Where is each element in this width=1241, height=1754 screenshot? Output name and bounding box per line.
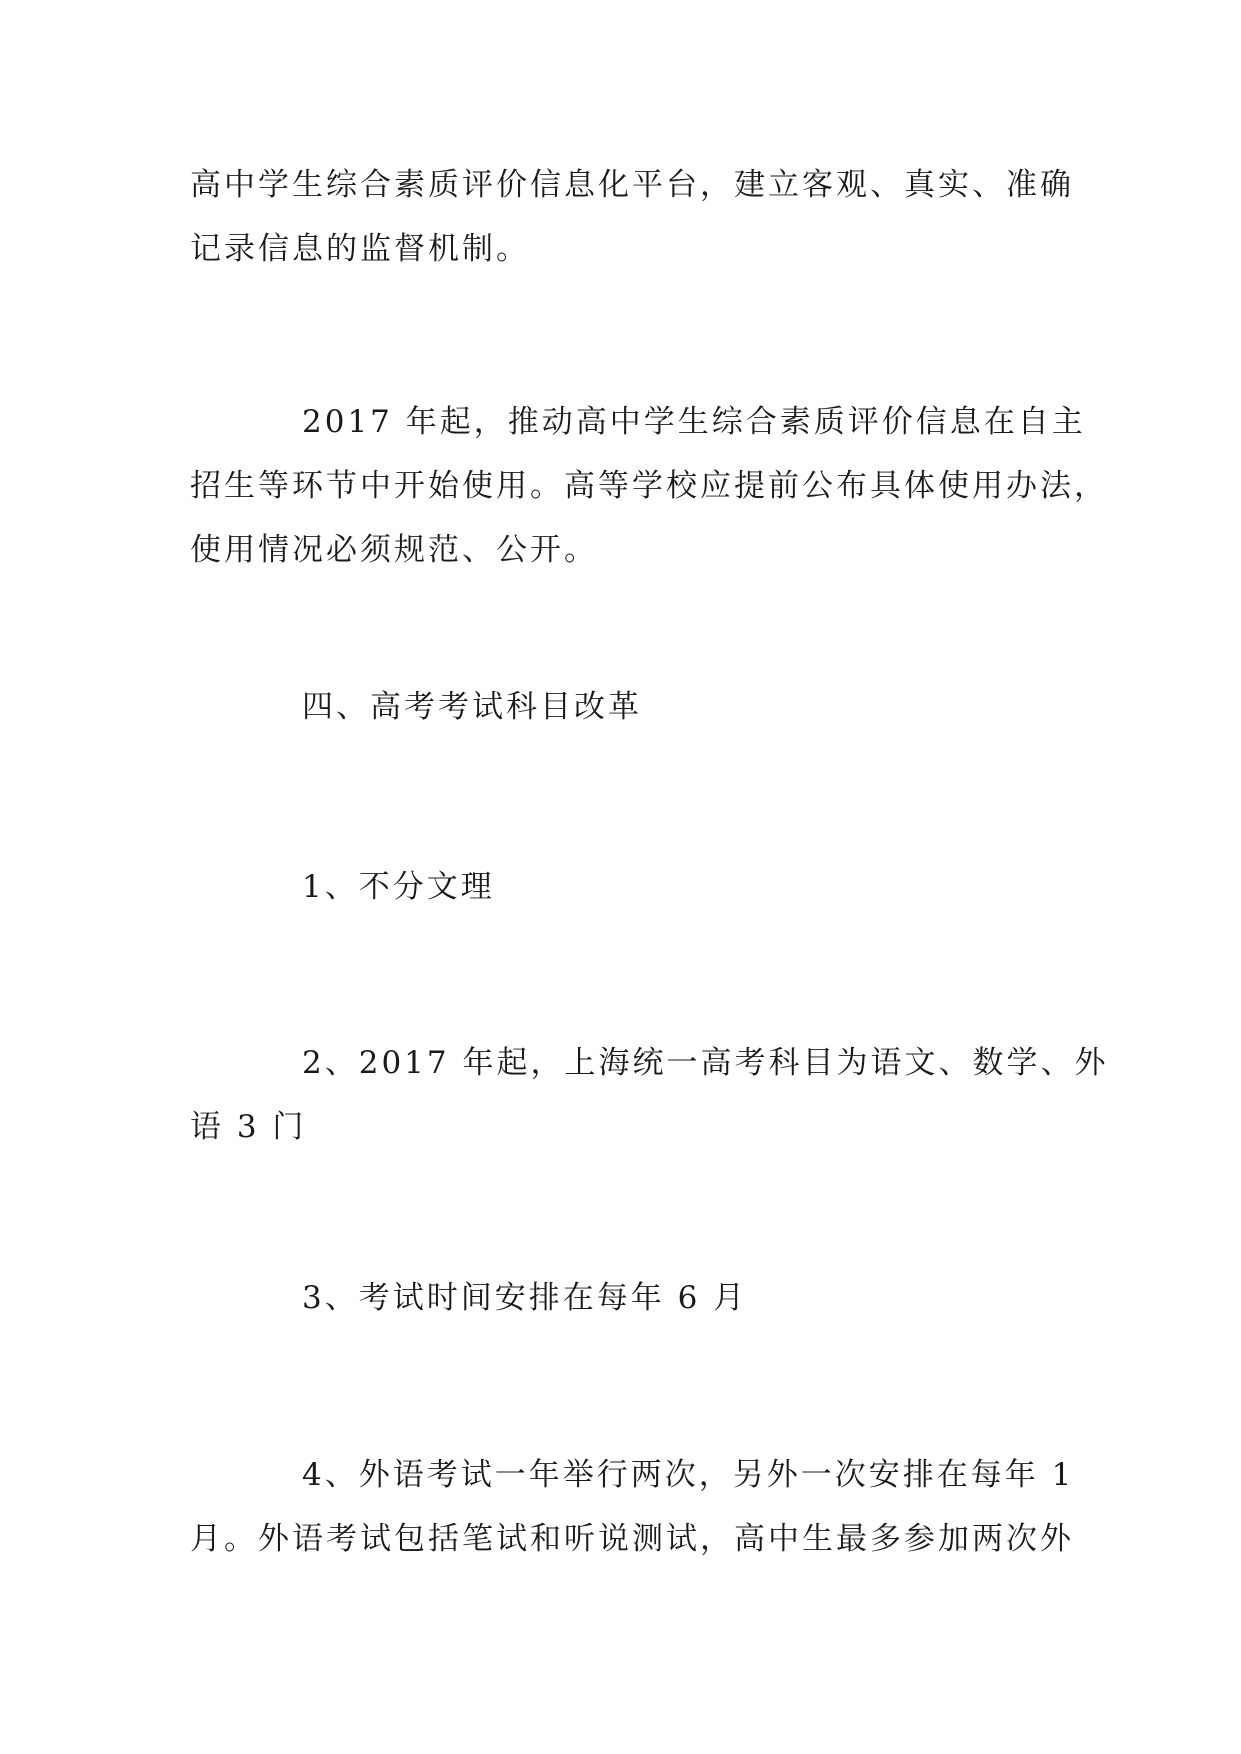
- list-item-4: [190, 1443, 1075, 1571]
- section-heading: [190, 675, 1060, 739]
- paragraph-2017-evaluation-use: [190, 390, 1108, 582]
- list-item-2: [190, 1031, 1109, 1159]
- text-line: 3、考试时间安排在每年 6 月: [302, 1280, 748, 1316]
- text-line: 4、外语考试一年举行两次，另外一次安排在每年 1: [302, 1457, 1075, 1493]
- text-line: 2、2017 年起，上海统一高考科目为语文、数学、外: [302, 1045, 1109, 1081]
- list-item-1: [190, 855, 1060, 919]
- text-line: 语 3 门: [190, 1109, 307, 1145]
- text-line: 月。外语考试包括笔试和听说测试，高中生最多参加两次外: [190, 1521, 1074, 1557]
- text-line: 1、不分文理: [302, 869, 495, 905]
- heading-line: 四、高考考试科目改革: [302, 689, 642, 725]
- paragraph-evaluation-platform: [190, 153, 1074, 281]
- text-line: 高中学生综合素质评价信息化平台，建立客观、真实、准确: [190, 167, 1074, 203]
- text-line: 2017 年起，推动高中学生综合素质评价信息在自主: [302, 404, 1086, 440]
- text-line: 招生等环节中开始使用。高等学校应提前公布具体使用办法，: [190, 468, 1108, 504]
- text-line: 记录信息的监督机制。: [190, 231, 530, 267]
- text-line: 使用情况必须规范、公开。: [190, 532, 598, 568]
- list-item-3: [190, 1266, 1060, 1330]
